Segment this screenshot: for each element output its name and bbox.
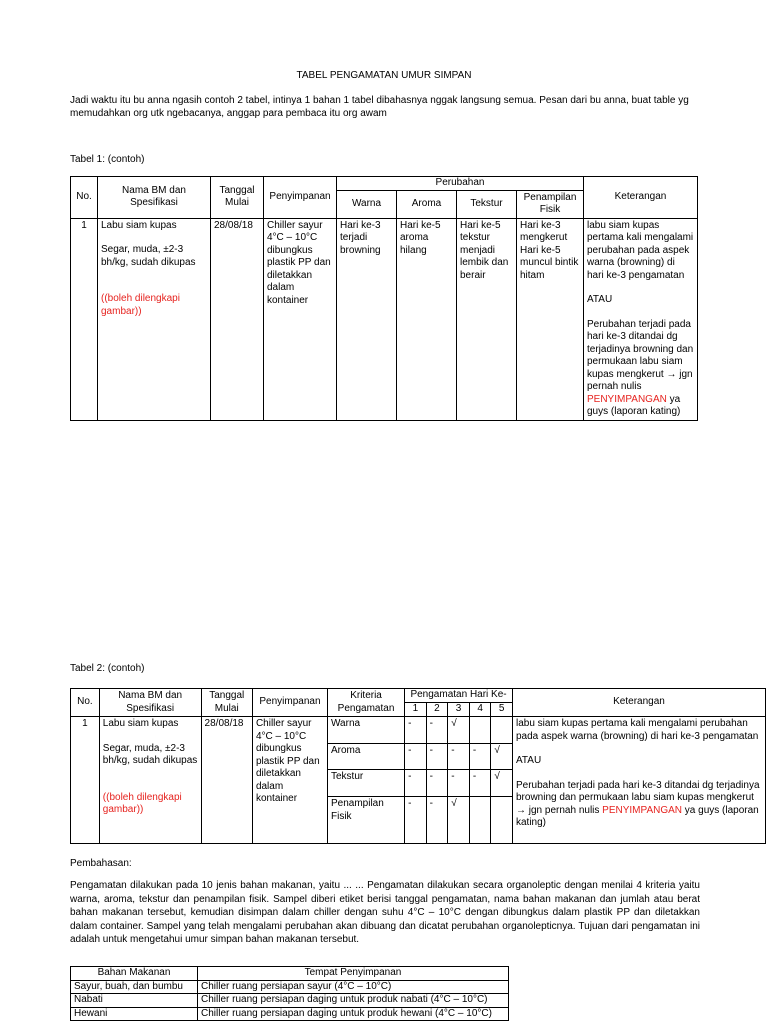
t2-header-nama: Nama BM dan Spesifikasi — [99, 689, 201, 717]
t1-cell-penampilan: Hari ke-3 mengkerut Hari ke-5 muncul bintik hitam — [517, 218, 584, 420]
t2-header-day-5: 5 — [491, 703, 513, 717]
t1-cell-tekstur: Hari ke-5 tekstur menjadi lembik dan berair — [457, 218, 517, 420]
t3-cell-bahan: Hewani — [71, 1007, 198, 1021]
t1-cell-nama — [98, 218, 211, 420]
t1-header-tanggal: Tanggal Mulai — [211, 177, 264, 219]
t2-cell-penyimpanan: Chiller sayur 4°C – 10°C dibungkus plastik PP dan diletakkan dalam kontainer — [252, 717, 327, 844]
t2-mark: √ — [448, 797, 470, 844]
t2-mark — [469, 717, 491, 744]
t3-cell-tempat: Chiller ruang persiapan daging untuk produk nabati (4°C – 10°C) — [198, 994, 509, 1008]
t2-ket-tail: ya guys (laporan kating) — [516, 804, 759, 828]
t1-header-perubahan: Perubahan — [337, 177, 584, 191]
t2-cell-tanggal: 28/08/18 — [201, 717, 252, 844]
intro-text: Jadi waktu itu bu anna ngasih contoh 2 tabel, intinya 1 bahan 1 tabel dibahasnya nggak langsung semua. Pesan dari bu anna, buat table yg memudahkan org utk ngebacanya, anggap para pembaca itu org awam — [70, 95, 689, 119]
t2-criteria-aroma: Aroma — [327, 744, 404, 770]
t2-header-tanggal: Tanggal Mulai — [201, 689, 252, 717]
t3-header-bahan: Bahan Makanan — [71, 967, 198, 981]
t1-ket-line2: ATAU — [587, 294, 613, 305]
t2-mark: √ — [448, 717, 470, 744]
t2-header-no: No. — [71, 689, 100, 717]
t2-mark: - — [405, 744, 427, 770]
t2-nama-line2: Segar, muda, ±2-3 bh/kg, sudah dikupas — [102, 742, 198, 766]
t1-header-aroma: Aroma — [397, 190, 457, 218]
document-title: TABEL PENGAMATAN UMUR SIMPAN — [296, 70, 472, 81]
t1-ket-red: PENYIMPANGAN — [587, 393, 667, 405]
table2-caption: Tabel 2: (contoh) — [70, 663, 145, 674]
t2-ket-text: Perubahan terjadi pada hari ke-3 ditandai dg terjadinya browning dan permukaan labu siam kupas mengkerut → jgn pernah nulis — [516, 779, 760, 816]
t2-criteria-tekstur: Tekstur — [327, 770, 404, 797]
t1-nama-line2: Segar, muda, ±2-3 bh/kg, sudah dikupas — [101, 244, 196, 268]
t2-mark — [491, 717, 513, 744]
t2-criteria-warna: Warna — [327, 717, 404, 744]
pembahasan-text: Pengamatan dilakukan pada 10 jenis bahan makanan, yaitu ... ... Pengamatan dilakukan secara organoleptic dengan menilai 4 kriteria yaitu warna, aroma, tekstur dan penampilan fisik. Sampel diberi etiket berisi tanggal pengamatan, nama bahan makanan dan jumlah atau berat bahan makanan tersebut, kemudian disimpan dalam chiller dengan suhu 4°C – 10°C dengan dibungkus dalam plastik PP dan diletakkan dalam container. Sampel yang telah mengalami perubahan akan dibuang dan dicatat perubahan organolepticnya. Tujuan dari pengamatan ini adalah untuk mengetahui umur simpan bahan makanan tersebut. — [70, 880, 700, 946]
table2 — [70, 688, 766, 844]
t2-header-penyimpanan: Penyimpanan — [252, 689, 327, 717]
t2-header-day-4: 4 — [469, 703, 491, 717]
t1-cell-penyimpanan: Chiller sayur 4°C – 10°C dibungkus plastik PP dan diletakkan dalam kontainer — [264, 218, 337, 420]
t2-mark: - — [426, 744, 448, 770]
t2-header-kriteria: Kriteria Pengamatan — [327, 689, 404, 717]
t1-header-warna: Warna — [337, 190, 397, 218]
t1-cell-no: 1 — [71, 218, 98, 420]
t1-header-keterangan: Keterangan — [584, 177, 698, 219]
t2-cell-nama — [99, 717, 201, 844]
t2-nama-line3: ((boleh dilengkapi gambar)) — [102, 791, 182, 815]
t2-header-day-2: 2 — [426, 703, 448, 717]
t3-cell-bahan: Nabati — [71, 994, 198, 1008]
t2-cell-no: 1 — [71, 717, 100, 844]
table3 — [70, 966, 509, 1021]
t2-nama-line1: Labu siam kupas — [102, 718, 179, 729]
t2-mark: - — [469, 770, 491, 797]
t1-header-no: No. — [71, 177, 98, 219]
t2-mark — [469, 797, 491, 844]
t1-header-tekstur: Tekstur — [457, 190, 517, 218]
t2-mark — [491, 797, 513, 844]
t1-cell-tanggal: 28/08/18 — [211, 218, 264, 420]
t1-header-penampilan: Penampilan Fisik — [517, 190, 584, 218]
t2-mark: - — [405, 717, 427, 744]
t2-header-keterangan: Keterangan — [513, 689, 766, 717]
t2-mark: - — [426, 770, 448, 797]
t1-cell-aroma: Hari ke-5 aroma hilang — [397, 218, 457, 420]
t2-mark: √ — [491, 744, 513, 770]
t2-cell-keterangan — [513, 717, 766, 844]
t2-mark: √ — [491, 770, 513, 797]
t3-cell-bahan: Sayur, buah, dan bumbu — [71, 980, 198, 994]
t1-nama-line1: Labu siam kupas — [101, 219, 177, 231]
t1-ket-line1: labu siam kupas pertama kali mengalami perubahan pada aspek warna (browning) di hari ke-3 pengamatan — [587, 219, 694, 281]
t1-ket-tail: ya guys (laporan kating) — [587, 393, 681, 417]
t2-ket-line3 — [516, 780, 762, 830]
table1-caption: Tabel 1: (contoh) — [70, 154, 145, 165]
t2-header-day-1: 1 — [405, 703, 427, 717]
t2-mark: - — [426, 717, 448, 744]
t2-mark: - — [448, 744, 470, 770]
t3-cell-tempat: Chiller ruang persiapan sayur (4°C – 10°C) — [198, 980, 509, 994]
t2-header-day-3: 3 — [448, 703, 470, 717]
t1-header-penyimpanan: Penyimpanan — [264, 177, 337, 219]
t2-mark: - — [426, 797, 448, 844]
t1-cell-warna: Hari ke-3 terjadi browning — [337, 218, 397, 420]
t2-mark: - — [448, 770, 470, 797]
t1-cell-keterangan — [584, 218, 698, 420]
t1-ket-line3 — [587, 319, 694, 419]
t1-ket-text: Perubahan terjadi pada hari ke-3 ditandai dg terjadinya browning dan permukaan labu siam kupas mengkerut → jgn pernah nulis — [587, 318, 694, 392]
t1-header-nama: Nama BM dan Spesifikasi — [98, 177, 211, 219]
t2-criteria-penampilan: Penampilan Fisik — [327, 797, 404, 844]
t2-mark: - — [469, 744, 491, 770]
t3-cell-tempat: Chiller ruang persiapan daging untuk produk hewani (4°C – 10°C) — [198, 1007, 509, 1021]
t1-nama-line3: ((boleh dilengkapi gambar)) — [101, 293, 180, 317]
t2-mark: - — [405, 770, 427, 797]
pembahasan-heading: Pembahasan: — [70, 858, 132, 869]
t3-header-tempat: Tempat Penyimpanan — [198, 967, 509, 981]
t2-ket-line2: ATAU — [516, 755, 542, 766]
table1 — [70, 176, 698, 421]
t2-ket-line1: labu siam kupas pertama kali mengalami perubahan pada aspek warna (browning) di hari ke-3 pengamatan — [516, 718, 759, 742]
t2-header-hari: Pengamatan Hari Ke- — [405, 689, 513, 703]
t2-ket-red: PENYIMPANGAN — [602, 804, 683, 816]
t2-mark: - — [405, 797, 427, 844]
